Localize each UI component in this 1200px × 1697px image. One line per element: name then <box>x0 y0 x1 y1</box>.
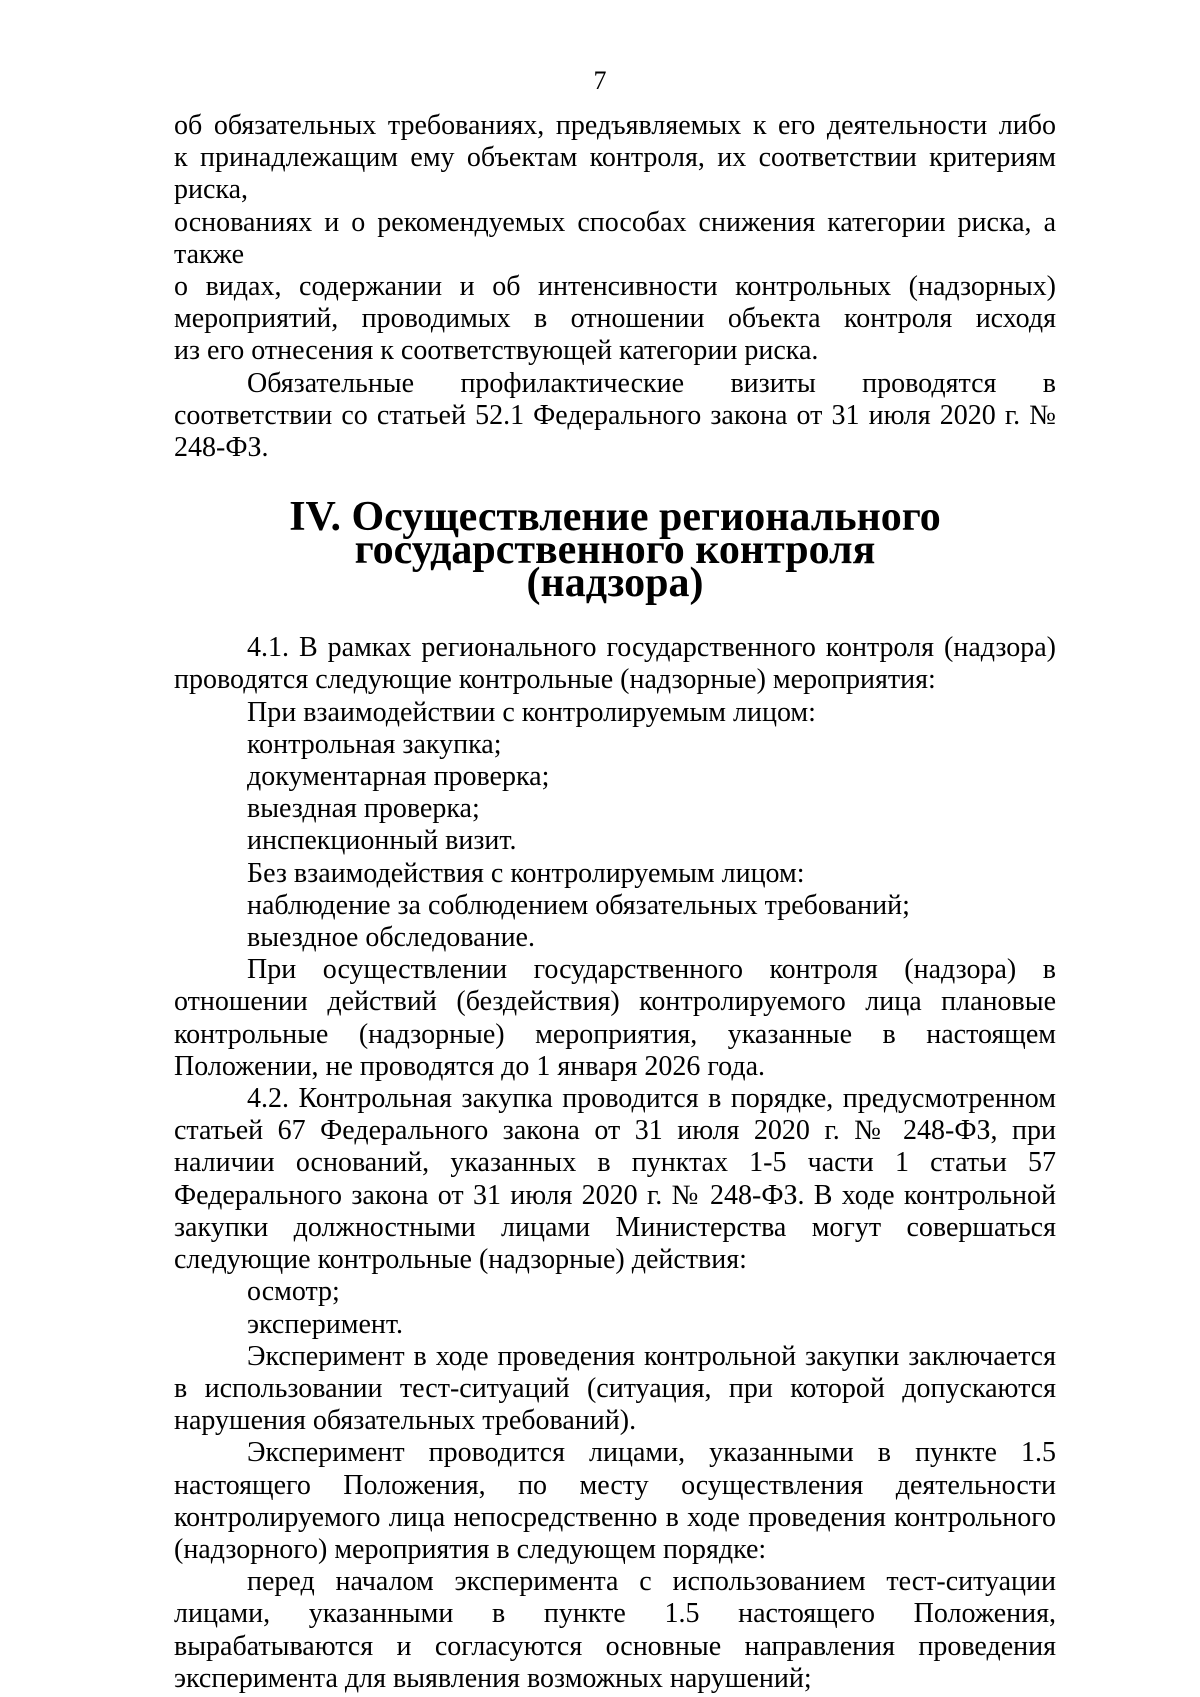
paragraph-line: к принадлежащим ему объектам контроля, их соответствии критериям риска, <box>174 142 1056 206</box>
list-item: контрольная закупка; <box>247 728 502 760</box>
list-item: выездная проверка; <box>247 793 480 825</box>
paragraph-line: мероприятий, проводимых в отношении объекта контроля исходя <box>174 303 1056 335</box>
list-item: документарная проверка; <box>247 761 550 793</box>
paragraph-line: о видах, содержании и об интенсивности контрольных (надзорных) <box>174 271 1056 303</box>
page-content <box>174 110 1056 1695</box>
list-header-no-interaction: Без взаимодействия с контролируемым лицом: <box>247 857 805 889</box>
paragraph-experiment-persons: Эксперимент проводится лицами, указанными в пункте 1.5 настоящего Положения, по месту осуществления деятельности контролируемого лица непосредственно в ходе проведения контрольного (надзорного) мероприятия в следующем порядке: <box>174 1437 1056 1565</box>
paragraph-4-1: 4.1. В рамках регионального государственного контроля (надзора) проводятся следующие контрольные (надзорные) мероприятия: <box>174 632 1056 696</box>
section-heading-line: IV. Осуществление регионального государственного контроля <box>289 494 941 574</box>
list-item: наблюдение за соблюдением обязательных требований; <box>247 889 910 921</box>
paragraph-line: основаниях и о рекомендуемых способах снижения категории риска, а также <box>174 206 1056 270</box>
page-number: 7 <box>593 66 607 95</box>
paragraph-experiment: Эксперимент в ходе проведения контрольной закупки заключается в использовании тест-ситуаций (ситуация, при которой допускаются нарушения обязательных требований). <box>174 1340 1056 1437</box>
section-heading-line: (надзора) <box>526 560 704 607</box>
list-item: инспекционный визит. <box>247 825 517 857</box>
list-item: эксперимент. <box>247 1308 404 1340</box>
list-item: выездное обследование. <box>247 922 535 954</box>
list-item: осмотр; <box>247 1276 340 1308</box>
list-header-interaction: При взаимодействии с контролируемым лицом: <box>247 696 816 728</box>
paragraph-planned-measures: При осуществлении государственного контроля (надзора) в отношении действий (бездействия) контролируемого лица плановые контрольные (надзорные) мероприятия, указанные в настоящем Положении, не проводятся до 1 января 2026 года. <box>174 954 1056 1082</box>
paragraph-before-experiment: перед началом эксперимента с использованием тест-ситуации лицами, указанными в пункте 1.5 настоящего Положения, вырабатываются и согласуются основные направления проведения эксперимента для выявления возможных нарушений; <box>174 1566 1056 1694</box>
paragraph-line: из его отнесения к соответствующей категории риска. <box>174 335 819 367</box>
section-heading <box>174 494 1056 607</box>
paragraph-line: об обязательных требованиях, предъявляемых к его деятельности либо <box>174 110 1056 141</box>
paragraph-4-2: 4.2. Контрольная закупка проводится в порядке, предусмотренном статьей 67 Федерального закона от 31 июля 2020 г. № 248-ФЗ, при наличии оснований, указанных в пунктах 1-5 части 1 статьи 57 Федерального закона от 31 июля 2020 г. № 248-ФЗ. В ходе контрольной закупки должностными лицами Министерства могут совершаться следующие контрольные (надзорные) действия: <box>174 1083 1056 1276</box>
paragraph-mandatory-visits: Обязательные профилактические визиты проводятся в соответствии со статьей 52.1 Федерального закона от 31 июля 2020 г. № 248-ФЗ. <box>174 367 1056 464</box>
